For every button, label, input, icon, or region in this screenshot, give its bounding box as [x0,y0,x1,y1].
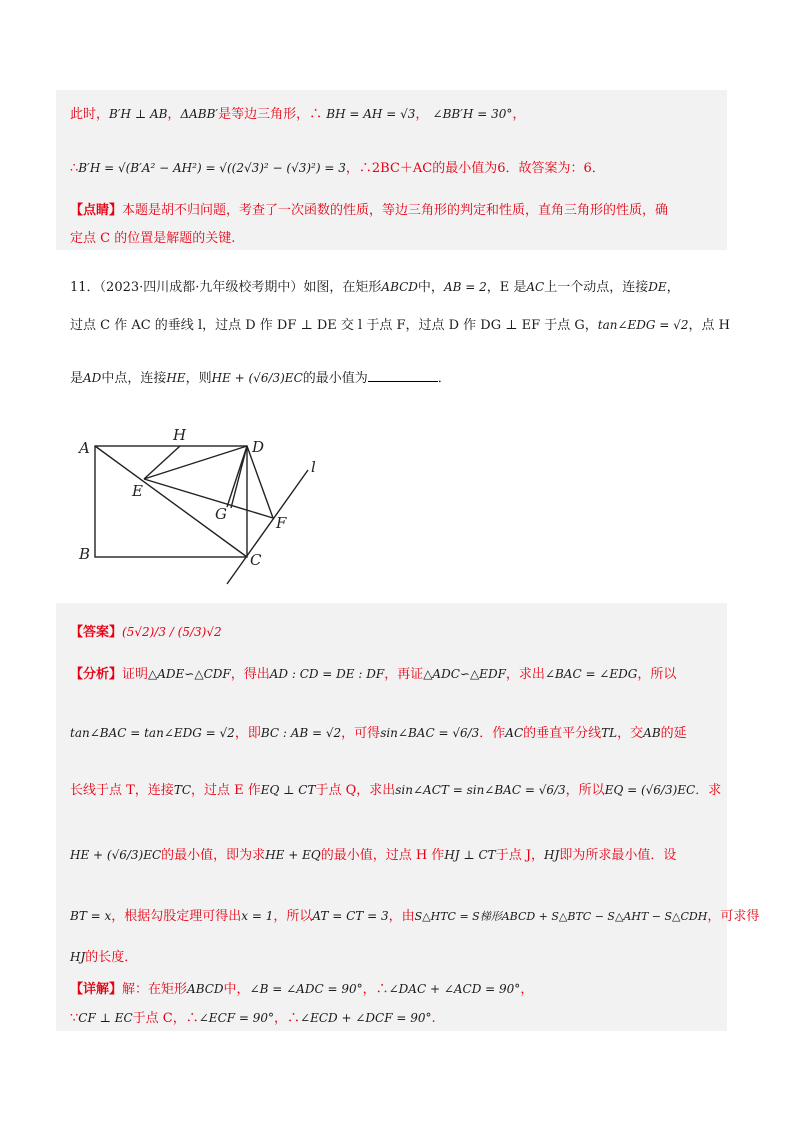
text: 本题是胡不归问题，考查了一次函数的性质，等边三角形的判定和性质，直角三角形的性质，确 [122,203,669,218]
text: ， [167,107,181,122]
text: . [431,1011,436,1026]
math: ΔABB′ [180,107,219,121]
math: S△HTC = S梯形ABCD + S△BTC − S△AHT − S△CDH [414,910,708,923]
math: AD [83,371,102,385]
text: 上一个动点，连接 [544,280,649,295]
text: ∵ [70,1011,79,1026]
answer-line [70,622,222,643]
text: ， [666,280,680,295]
text: ，所以 [273,909,313,924]
text: 即为所求最小值．设 [559,848,677,863]
math: tan∠EDG = √2 [597,318,689,332]
text: 长线于点 T，连接 [70,783,174,798]
math: AC [505,726,524,740]
math: ∠BAC = ∠EDG [544,667,638,681]
math: BT = x [70,909,112,923]
text: ，∴2BC＋AC的最小值为6．故答案为：6． [345,161,605,176]
segment-dg-2 [227,446,247,507]
text: ，点 H [688,318,730,333]
math: AB [643,726,661,740]
math: HJ [544,848,560,862]
label-b: B [79,545,91,563]
text: 的长度． [85,950,138,965]
diagonal-ac [95,446,247,557]
problem-line-1 [70,277,680,298]
solution-line-2 [70,158,605,179]
math: AD : CD = DE : DF [269,667,385,681]
text: ． [437,371,451,386]
label-d: D [252,438,265,456]
text: 的最小值，过点 H 作 [320,848,445,863]
problem-line-3 [70,368,451,389]
segment-he [144,446,180,479]
math: ∠ECF = 90° [198,1011,275,1025]
math: ∠B = ∠ADC = 90° [249,982,363,996]
math: tan∠BAC = tan∠EDG = √2 [70,726,235,740]
text: ，可求得 [707,909,760,924]
remark-line-2 [70,229,235,249]
text: ，可得 [341,726,381,741]
math: ABCD [381,280,418,294]
text: 此时， [70,107,110,122]
text: ，E 是 [486,280,527,295]
label-g: G [215,505,227,523]
text: 是 [70,371,84,386]
analysis-line-6 [70,947,137,968]
math: B′H ⊥ AB [109,107,168,121]
analysis-line-1 [70,664,676,685]
text: ，即 [234,726,261,741]
label-l: l [311,458,316,476]
math: BH = AH = √3 [326,107,416,121]
text: ，∴ [362,982,389,997]
text: ，根据勾股定理可得出 [111,909,242,924]
text: ．作 [479,726,506,741]
label-f: F [276,514,287,532]
math: sin∠BAC = √6/3 [380,726,480,740]
math: AB = 2 [443,280,487,294]
math: B′H = √(B′A² − AH²) = √((2√3)² − (√3)²) = 3 [78,161,346,175]
segment-ef [144,479,273,518]
label-a: A [79,439,90,457]
text: ， [512,107,526,122]
text: 的延 [660,726,687,741]
detail-line-1 [70,979,533,1000]
text: ，过点 E 作 [191,783,261,798]
analysis-line-2 [70,723,687,744]
text: 中点，连接 [101,371,167,386]
solution-line-1 [70,104,525,125]
text: ， [520,982,534,997]
math: sin∠ACT = sin∠BAC = √6/3 [395,783,566,797]
geometry-figure [70,420,350,590]
analysis-line-3 [70,780,721,801]
text: ，所以 [637,667,677,682]
answer-value: (5√2)/3 / (5/3)√2 [122,625,222,639]
answer-tag: 【答案】 [70,625,123,640]
math: ∠DAC + ∠ACD = 90° [388,982,521,996]
text: 的垂直平分线 [523,726,602,741]
analysis-tag: 【分析】 [70,667,123,682]
analysis-line-4 [70,845,676,866]
text: 是等边三角形，∴ [218,107,323,122]
text: 于点 C，∴ [132,1011,199,1026]
label-h: H [173,426,187,444]
text: ，由 [388,909,415,924]
math: HJ [70,950,86,964]
text: ∴ [70,161,79,176]
text: ，∴ [274,1011,301,1026]
math: DE [648,280,667,294]
segment-df [247,446,273,518]
text: 的最小值为 [302,371,368,386]
math: x = 1 [241,909,274,923]
text: ，求出 [505,667,545,682]
text: 的最小值，即为求 [161,848,266,863]
label-c: C [250,551,262,569]
text: ，得出 [230,667,270,682]
math: ∠ECD + ∠DCF = 90° [300,1011,432,1025]
math: TC [173,783,191,797]
text: ，则 [185,371,212,386]
text: 证明 [122,667,149,682]
math: EQ = (√6/3)EC [604,783,696,797]
answer-blank[interactable] [368,369,438,382]
math: ABCD [187,982,224,996]
analysis-line-5 [70,906,759,927]
problem-line-2 [70,315,730,336]
text: ，再证 [384,667,424,682]
detail-tag: 【详解】 [70,982,123,997]
math: HE + (√6/3)EC [211,371,303,385]
text: 过点 C 作 AC 的垂线 l，过点 D 作 DF ⊥ DE 交 l 于点 F，过点 D 作 DG ⊥ EF 于点 G， [70,318,598,333]
label-e: E [132,482,143,500]
math: HE + EQ [265,848,321,862]
segment-de [144,446,247,479]
text: 定点 C 的位置是解题的关键. [70,231,236,246]
text: ， [415,107,429,122]
text: 解：在矩形 [122,982,188,997]
text: ，交 [617,726,644,741]
line-l [227,470,308,584]
text: 于点 Q，求出 [315,783,396,798]
detail-line-2 [70,1008,436,1029]
text: ．求 [695,783,722,798]
math: EQ ⊥ CT [260,783,316,797]
remark-tag: 【点睛】 [70,203,123,218]
math: △ADC∽△EDF [423,667,506,681]
text: ，所以 [565,783,605,798]
text: 中， [417,280,444,295]
text: 11．（2023·四川成都·九年级校考期中）如图，在矩形 [70,280,382,295]
text: 于点 J， [495,848,545,863]
math: HJ ⊥ CT [444,848,496,862]
math: AT = CT = 3 [312,909,389,923]
math: △ADE∽△CDF [148,667,231,681]
math: CF ⊥ EC [78,1011,133,1025]
math: HE [166,371,186,385]
math: AC [526,280,545,294]
math: HE + (√6/3)EC [70,848,162,862]
text: 中， [223,982,250,997]
math: TL [601,726,618,740]
math: ∠BB′H = 30° [432,107,513,121]
math: BC : AB = √2 [260,726,342,740]
remark-line-1 [70,201,668,221]
